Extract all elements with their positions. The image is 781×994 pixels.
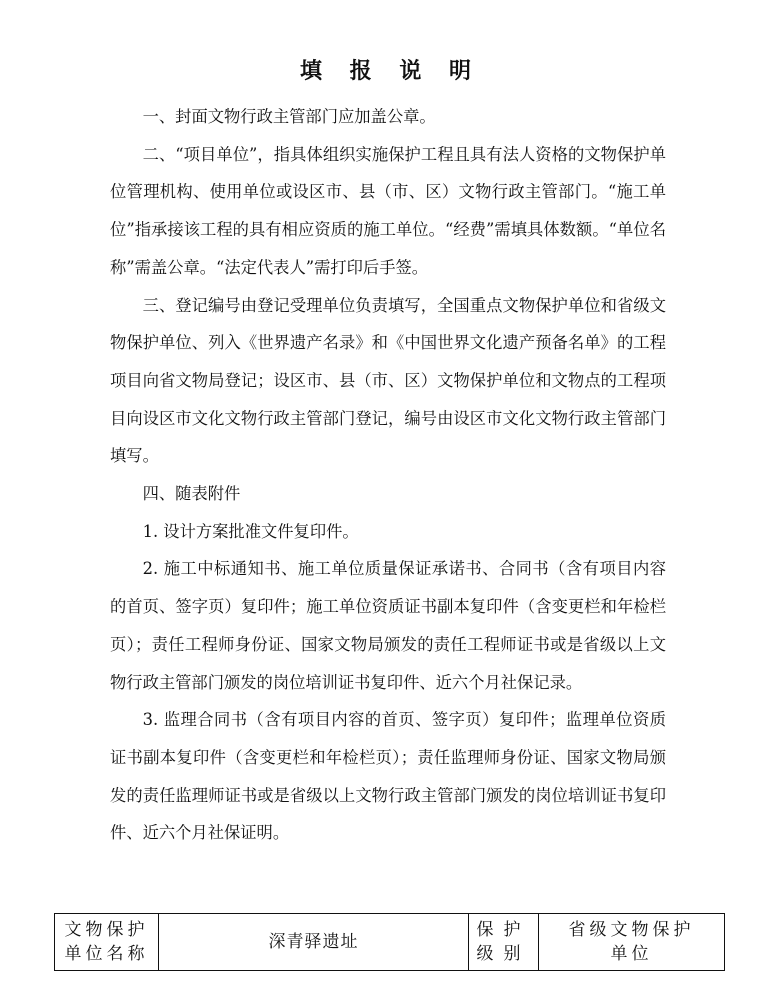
unit-name-label-line: 文物保护 xyxy=(64,920,149,940)
unit-name-label-cell xyxy=(55,914,159,971)
instruction-paragraph: 1. 设计方案批准文件复印件。 xyxy=(142,521,359,541)
instruction-paragraph: 三、登记编号由登记受理单位负责填写，全国重点文物保护单位和省级文物保护单位、列入《世界遗产名录》和《中国世界文化遗产预备名单》的工程项目向省文物局登记；设区市、县（市、区）文物保护单位和文物点的工程项目向设区市文化文物行政主管部门登记，编号由设区市文化文物行政主管部门填写。 xyxy=(110,295,666,466)
protection-level-label-line: 级别 xyxy=(476,944,531,964)
instruction-paragraph: 一、封面文物行政主管部门应加盖公章。 xyxy=(142,107,436,126)
protection-level-value-line: 单位 xyxy=(610,944,653,964)
protection-level-value-line: 省级文物保护 xyxy=(568,920,695,940)
instructions-body xyxy=(110,98,666,852)
protection-level-label-cell xyxy=(469,914,539,971)
instruction-paragraph: 3. 监理合同书（含有项目内容的首页、签字页）复印件；监理单位资质证书副本复印件（含变更栏和年检栏页）；责任监理师身份证、国家文物局颁发的责任监理师证书或是省级以上文物行政主管部门颁发的岗位培训证书复印件、近六个月社保证明。 xyxy=(110,710,666,843)
instruction-paragraph: 2. 施工中标通知书、施工单位质量保证承诺书、合同书（含有项目内容的首页、签字页）复印件；施工单位资质证书副本复印件（含变更栏和年检栏页）；责任工程师身份证、国家文物局颁发的责任工程师证书或是省级以上文物行政主管部门颁发的岗位培训证书复印件、近六个月社保记录。 xyxy=(110,559,666,692)
instruction-paragraph: 四、随表附件 xyxy=(142,484,241,504)
table-row xyxy=(55,914,725,971)
instruction-paragraph: 二、“项目单位”，指具体组织实施保护工程且具有法人资格的文物保护单位管理机构、使用单位或设区市、县（市、区）文物行政主管部门。“施工单位”指承接该工程的具有相应资质的施工单位。“经费”需填具体数额。“单位名称”需盖公章。“法定代表人”需打印后手签。 xyxy=(110,144,666,277)
unit-name-value-cell xyxy=(159,914,469,971)
protection-level-label-line: 保护 xyxy=(476,920,531,940)
site-info-table xyxy=(54,913,725,971)
protection-level-value-cell xyxy=(539,914,725,971)
page-title: 填 报 说 明 xyxy=(300,59,481,84)
unit-name-label-line: 单位名称 xyxy=(64,944,149,964)
unit-name-value: 深青驿遗址 xyxy=(268,932,359,952)
